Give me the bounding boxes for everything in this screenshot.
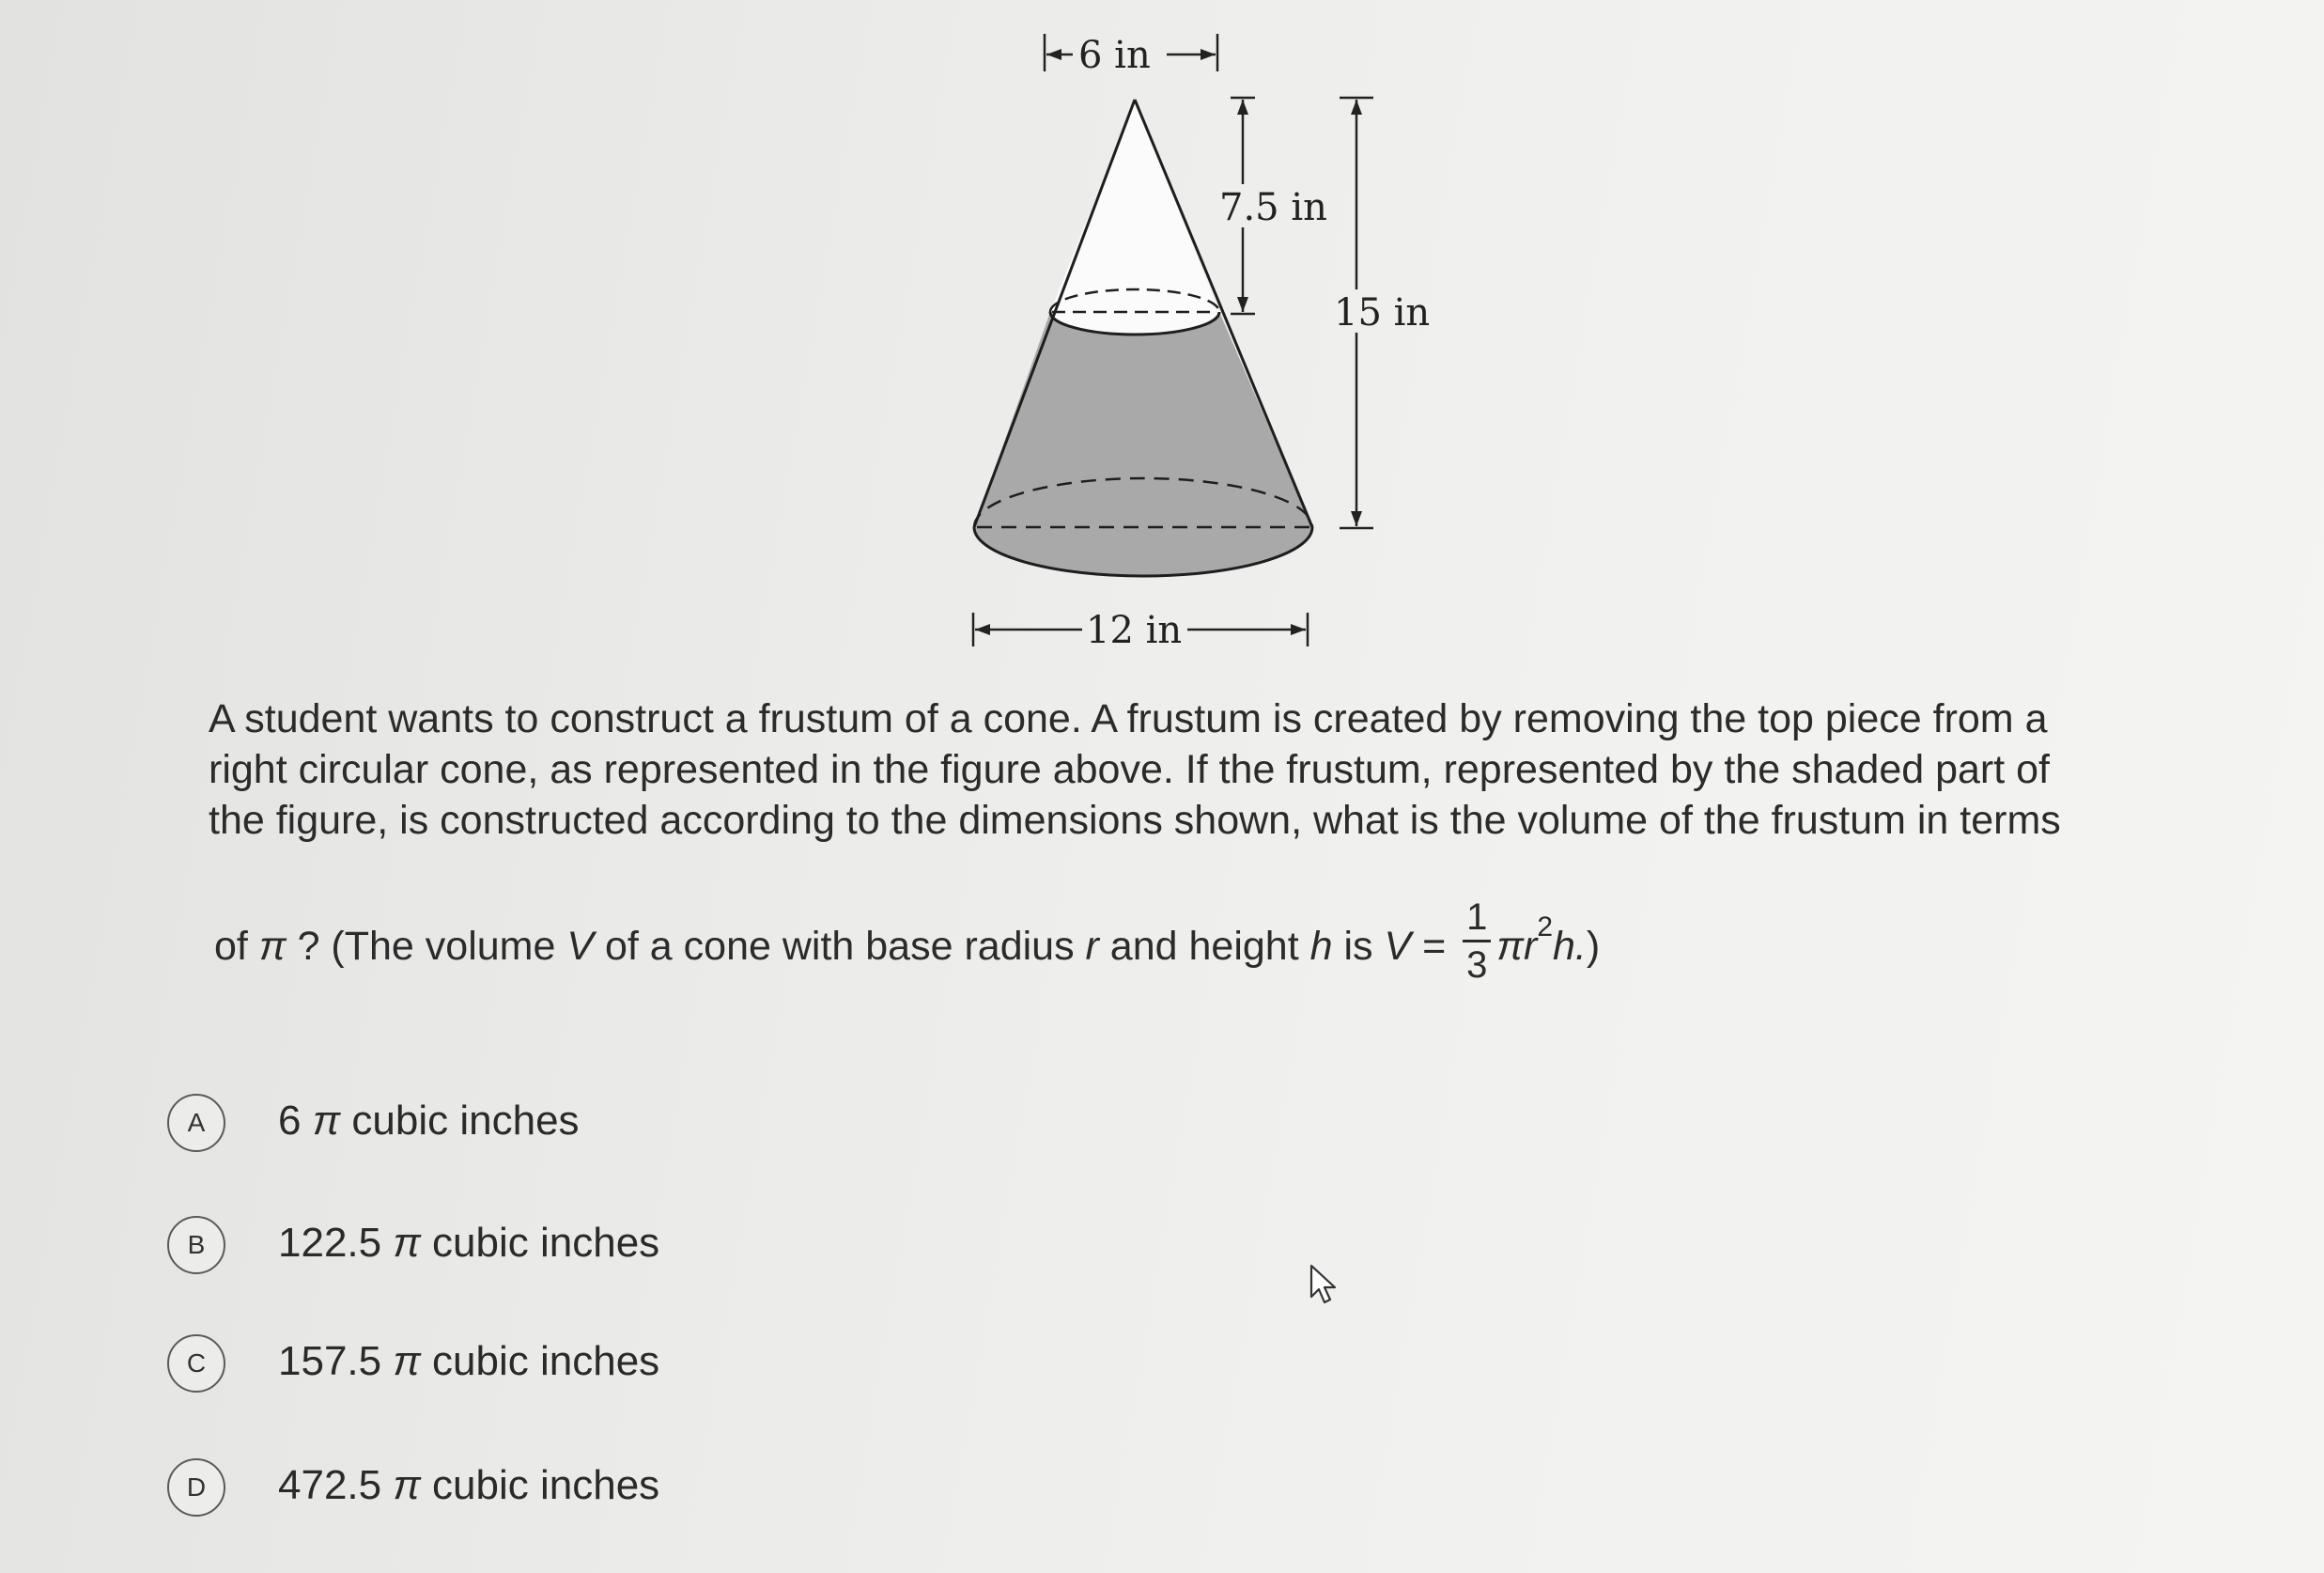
top-height-label: 7.5 in <box>1219 186 1327 229</box>
formula-pi-r: πr <box>1496 923 1538 969</box>
top-diameter-label: 6 in <box>1078 34 1151 77</box>
choice-b-letter[interactable]: B <box>167 1216 225 1274</box>
choice-a-unit: cubic inches <box>340 1098 580 1144</box>
text-volume-intro: ? (The volume <box>286 923 567 969</box>
var-v-2: V <box>1384 923 1412 969</box>
choice-d-text[interactable] <box>278 1462 659 1509</box>
var-h: h <box>1309 923 1333 969</box>
choice-a-text[interactable] <box>278 1098 580 1145</box>
var-v: V <box>566 923 595 969</box>
question-text <box>209 693 2200 986</box>
formula-h: h. <box>1553 923 1587 969</box>
var-r: r <box>1085 923 1099 969</box>
choice-b-text[interactable] <box>278 1220 659 1267</box>
choice-d-letter[interactable]: D <box>167 1458 225 1517</box>
choice-d-pi: π <box>393 1462 421 1508</box>
top-diameter-dimension <box>1045 34 1217 77</box>
text-base-radius: of a cone with base radius <box>594 923 1086 969</box>
text-is: is <box>1332 923 1385 969</box>
total-height-dimension <box>1334 98 1430 528</box>
text-and-height: and height <box>1098 923 1310 969</box>
choice-b-pi: π <box>393 1220 421 1266</box>
choice-c-pi: π <box>393 1338 421 1384</box>
base-diameter-dimension <box>973 609 1308 652</box>
question-line-4 <box>209 866 2200 986</box>
equals-sign: = <box>1411 923 1458 969</box>
question-line-3: the figure, is constructed according to the dimensions shown, what is the volume of the frustum in terms <box>209 798 2061 843</box>
fraction-one-third <box>1463 896 1491 986</box>
top-height-dimension <box>1217 98 1327 314</box>
choice-c[interactable] <box>167 1331 1013 1396</box>
choice-c-text[interactable] <box>278 1338 659 1385</box>
pi-symbol: π <box>258 923 287 969</box>
choice-b[interactable] <box>167 1212 1013 1278</box>
cone-diagram <box>921 19 1484 677</box>
choice-c-letter[interactable]: C <box>167 1334 225 1393</box>
choice-d-value: 472.5 <box>278 1462 382 1508</box>
choice-a[interactable] <box>167 1090 1013 1156</box>
choice-a-value: 6 <box>278 1098 302 1144</box>
frustum-figure <box>921 19 1484 677</box>
question-line-2: right circular cone, as represented in the figure above. If the frustum, represented by the shaded part of <box>209 747 2051 792</box>
choice-d[interactable] <box>167 1455 1013 1520</box>
base-diameter-label: 12 in <box>1086 609 1183 652</box>
total-height-label: 15 in <box>1334 291 1431 335</box>
choice-a-letter[interactable]: A <box>167 1094 225 1152</box>
fraction-denominator: 3 <box>1466 944 1488 986</box>
choice-c-unit: cubic inches <box>420 1338 660 1384</box>
choice-c-value: 157.5 <box>278 1338 382 1384</box>
choice-d-unit: cubic inches <box>420 1462 660 1508</box>
question-line-1: A student wants to construct a frustum of a cone. A frustum is created by removing the top piece from a <box>209 696 2048 741</box>
choice-b-unit: cubic inches <box>420 1220 660 1266</box>
choice-a-pi: π <box>312 1098 341 1144</box>
mouse-cursor-icon <box>1309 1263 1342 1308</box>
text-of: of <box>214 923 259 969</box>
removed-top-cone <box>1050 100 1219 335</box>
formula-exponent: 2 <box>1537 911 1554 942</box>
fraction-numerator: 1 <box>1466 896 1488 938</box>
choice-b-value: 122.5 <box>278 1220 382 1266</box>
formula-close-paren: ) <box>1586 923 1601 969</box>
